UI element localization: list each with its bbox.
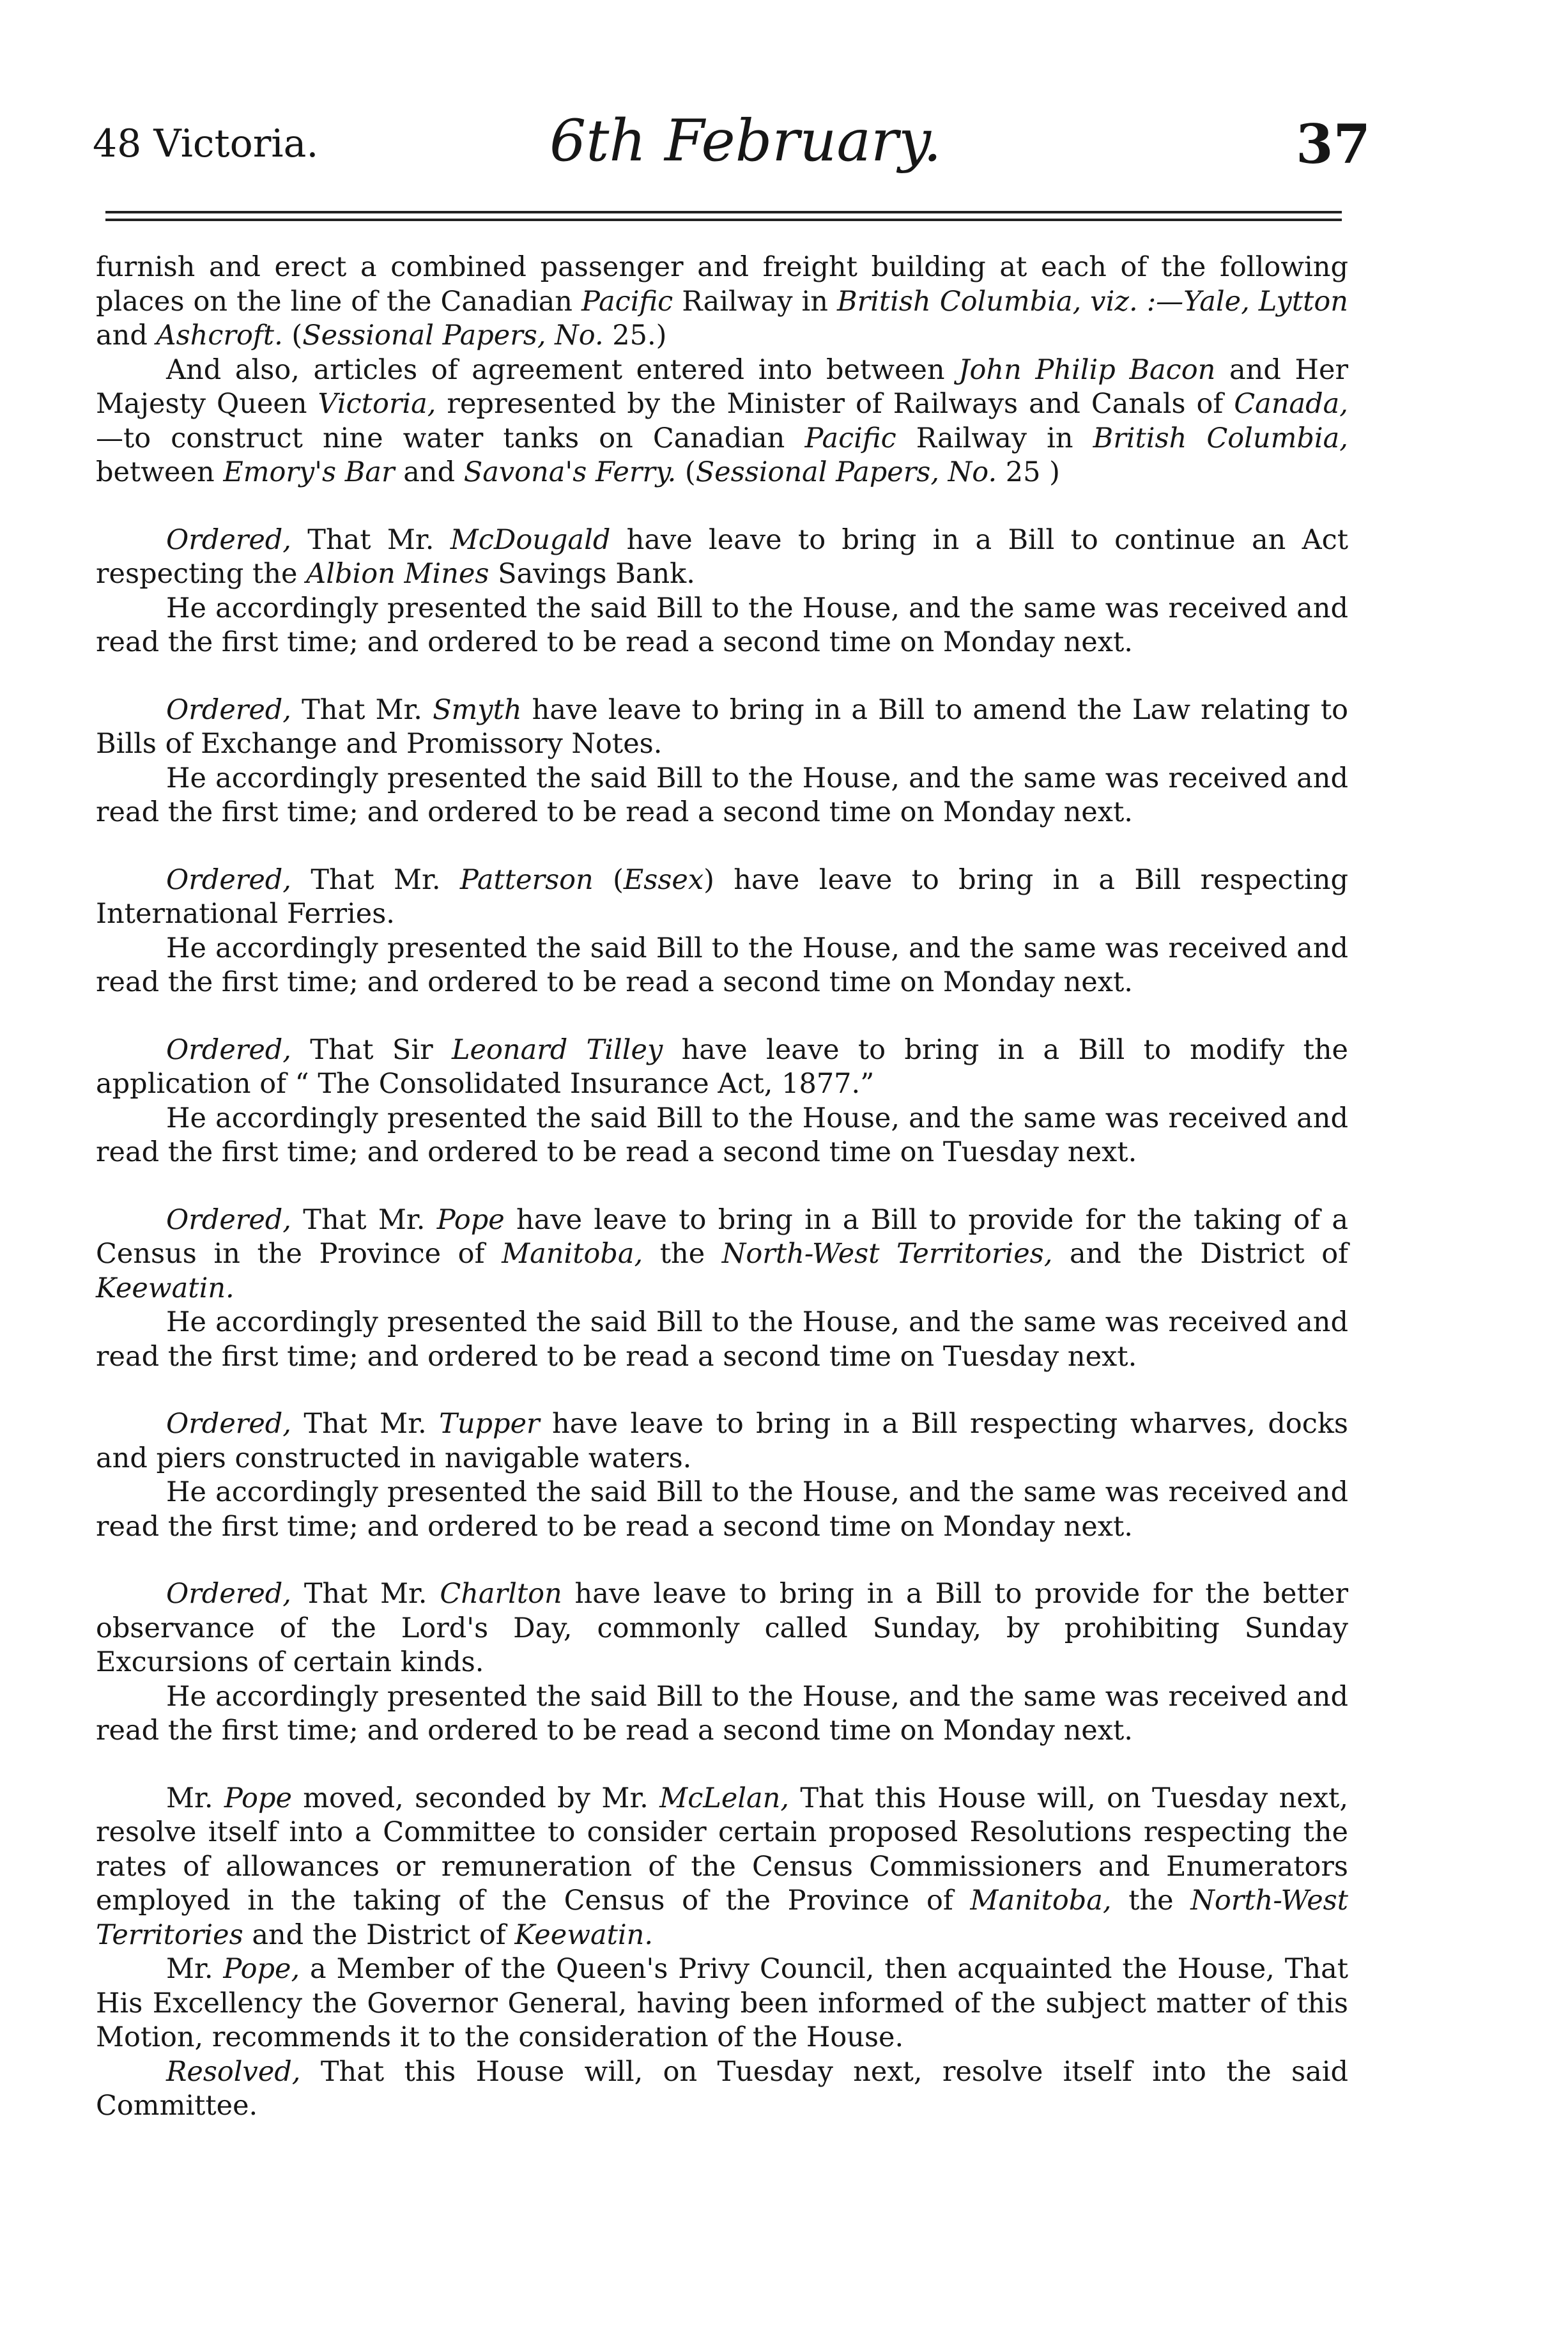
journal-paragraph: [96, 1203, 1348, 1306]
text-run: the: [1111, 1885, 1191, 1917]
paragraph-gap: [96, 1544, 1348, 1577]
text-run: (: [593, 863, 624, 896]
italic-text: Sessional Papers, No.: [695, 456, 997, 488]
text-run: between: [96, 456, 224, 488]
journal-paragraph: [96, 863, 1348, 932]
paragraph-gap: [96, 660, 1348, 693]
italic-text: Victoria,: [318, 388, 436, 420]
italic-text: Smyth: [433, 693, 522, 726]
paragraph-gap: [96, 1170, 1348, 1203]
text-run: furnish and erect a combined passenger and freight building at each of the following places on the line of the Canadian: [96, 251, 1348, 318]
text-run: Railway in: [673, 285, 837, 318]
italic-text: Charlton: [440, 1578, 562, 1610]
italic-text: North-West Territories,: [721, 1238, 1053, 1270]
text-run: have leave to bring in a Bill to modify the application of “ The Consolidated Insurance Act, 1877.”: [96, 1033, 1348, 1100]
italic-text: McLelan,: [659, 1782, 790, 1814]
italic-text: Ordered,: [166, 1578, 291, 1610]
text-run: represented by the Minister of Railways and Canals of: [436, 388, 1234, 420]
italic-text: Ordered,: [166, 523, 291, 556]
text-run: have leave to bring in a Bill to amend the Law relating to Bills of Exchange and Promissory Notes.: [96, 693, 1348, 760]
italic-text: Resolved,: [166, 2055, 301, 2088]
text-run: and: [394, 456, 464, 488]
italic-text: Essex: [623, 863, 704, 896]
italic-text: Pacific: [804, 422, 896, 454]
text-run: That this House will, on Tuesday next, resolve itself into the said Committee.: [96, 2055, 1348, 2122]
text-run: ) have leave to bring in a Bill respecting International Ferries.: [96, 863, 1348, 930]
text-run: He accordingly presented the said Bill to the House, and the same was received and read the first time; and ordered to be read a second time on Monday next.: [96, 592, 1348, 658]
journal-paragraph: [96, 1476, 1348, 1544]
paragraph-gap: [96, 1000, 1348, 1033]
italic-text: Pope: [436, 1203, 505, 1236]
text-run: a Member of the Queen's Privy Council, then acquainted the House, That His Excellency the Governor General, having been informed of the subject matter of this Motion, recommends it to the consideration of the House.: [96, 1953, 1348, 2053]
text-run: He accordingly presented the said Bill to the House, and the same was received and read the first time; and ordered to be read a second time on Monday next.: [96, 1476, 1348, 1543]
text-run: and: [96, 320, 157, 351]
session-label: 48 Victoria.: [93, 121, 319, 166]
paragraph-gap: [96, 830, 1348, 863]
italic-text: Tupper: [439, 1408, 540, 1440]
text-run: That Mr.: [291, 1578, 440, 1610]
text-run: have leave to bring in a Bill to continue an Act respecting the: [96, 523, 1348, 590]
italic-text: Sessional Papers, No.: [302, 320, 604, 351]
italic-text: Keewatin.: [96, 1272, 234, 1304]
journal-paragraph: [96, 762, 1348, 830]
text-run: and the District of: [243, 1918, 515, 1951]
text-run: That this House will, on Tuesday next, resolve itself into a Committee to consider certain proposed Resolutions respecting the rates of allowances or remuneration of the Census Commissioners and Enumerators employed in the taking of the Census of the Province of: [96, 1782, 1348, 1917]
italic-text: British Columbia,: [1093, 422, 1348, 454]
italic-text: John Philip Bacon: [958, 353, 1216, 386]
text-run: the: [643, 1238, 722, 1270]
text-run: (: [676, 456, 696, 488]
header-rule-top: [105, 211, 1342, 213]
text-run: have leave to bring in a Bill to provide for the taking of a Census in the Province of: [96, 1203, 1348, 1270]
text-run: And also, articles of agreement entered into between: [166, 353, 959, 386]
journal-paragraph: [96, 251, 1348, 353]
text-run: That Sir: [291, 1033, 452, 1066]
text-run: That Mr.: [291, 693, 433, 726]
italic-text: Ashcroft.: [156, 320, 283, 351]
italic-text: McDougald: [450, 523, 611, 556]
journal-paragraph: [96, 1952, 1348, 2055]
journal-paragraph: [96, 592, 1348, 660]
text-run: Mr.: [166, 1782, 224, 1814]
page-date: 6th February.: [550, 107, 942, 174]
text-run: Savings Bank.: [489, 558, 695, 590]
journal-paragraph: [96, 523, 1348, 592]
text-run: and the District of: [1052, 1238, 1349, 1270]
text-run: —to construct nine water tanks on Canadian: [96, 422, 805, 454]
italic-text: Ordered,: [166, 863, 291, 896]
journal-paragraph: [96, 1680, 1348, 1748]
journal-paragraph: [96, 1102, 1348, 1170]
running-header: [93, 107, 1371, 184]
journal-paragraph: [96, 2055, 1348, 2124]
text-run: (: [282, 320, 303, 351]
journal-paragraph: [96, 1782, 1348, 1953]
italic-text: Keewatin.: [514, 1918, 654, 1951]
italic-text: Pope: [224, 1782, 292, 1814]
text-run: That Mr.: [291, 863, 460, 896]
text-run: That Mr.: [291, 1408, 440, 1440]
text-run: Mr.: [166, 1953, 224, 1985]
text-run: He accordingly presented the said Bill to the House, and the same was received and read the first time; and ordered to be read a second time on Tuesday next.: [96, 1102, 1348, 1168]
text-run: have leave to bring in a Bill respecting wharves, docks and piers constructed in navigable waters.: [96, 1408, 1348, 1474]
paragraph-gap: [96, 1748, 1348, 1782]
text-run: moved, seconded by Mr.: [291, 1782, 660, 1814]
text-run: and Her Majesty Queen: [96, 353, 1348, 420]
italic-text: Savona's Ferry.: [463, 456, 677, 488]
italic-text: British Columbia, viz. :—Yale, Lytton: [836, 285, 1348, 318]
text-run: 25 ): [997, 456, 1060, 488]
italic-text: Ordered,: [166, 1408, 291, 1440]
text-run: He accordingly presented the said Bill to the House, and the same was received and read the first time; and ordered to be read a second time on Monday next.: [96, 932, 1348, 998]
italic-text: Manitoba,: [502, 1238, 643, 1270]
page-number: 37: [1296, 112, 1371, 176]
italic-text: Pope,: [223, 1953, 300, 1985]
italic-text: Leonard Tilley: [452, 1033, 663, 1066]
italic-text: Albion Mines: [306, 558, 489, 590]
text-run: 25.): [603, 320, 667, 351]
journal-paragraph: [96, 1407, 1348, 1476]
text-run: He accordingly presented the said Bill to the House, and the same was received and read the first time; and ordered to be read a second time on Tuesday next.: [96, 1306, 1348, 1373]
journal-paragraph: [96, 1577, 1348, 1680]
italic-text: Ordered,: [166, 693, 291, 726]
italic-text: Ordered,: [166, 1203, 291, 1236]
text-run: That Mr.: [291, 523, 450, 556]
text-run: Railway in: [896, 422, 1093, 454]
header-rule-bottom: [105, 219, 1342, 221]
journal-paragraph: [96, 353, 1348, 490]
italic-text: Pacific: [581, 285, 673, 318]
journal-body: [96, 251, 1348, 2124]
text-run: have leave to bring in a Bill to provide for the better observance of the Lord's Day, commonly called Sunday, by prohibiting Sunday Excursions of certain kinds.: [96, 1578, 1349, 1678]
text-run: That Mr.: [291, 1203, 437, 1236]
paragraph-gap: [96, 1374, 1348, 1407]
italic-text: Emory's Bar: [223, 456, 395, 488]
journal-paragraph: [96, 1306, 1348, 1374]
italic-text: Canada,: [1234, 388, 1348, 420]
journal-paragraph: [96, 693, 1348, 762]
text-run: He accordingly presented the said Bill to the House, and the same was received and read the first time; and ordered to be read a second time on Monday next.: [96, 762, 1348, 828]
journal-paragraph: [96, 1033, 1348, 1102]
italic-text: Patterson: [459, 863, 594, 896]
italic-text: Manitoba,: [970, 1885, 1112, 1917]
italic-text: North-West Territories: [96, 1885, 1348, 1951]
paragraph-gap: [96, 490, 1348, 523]
italic-text: Ordered,: [166, 1033, 291, 1066]
text-run: He accordingly presented the said Bill to the House, and the same was received and read the first time; and ordered to be read a second time on Monday next.: [96, 1680, 1348, 1747]
journal-paragraph: [96, 932, 1348, 1000]
